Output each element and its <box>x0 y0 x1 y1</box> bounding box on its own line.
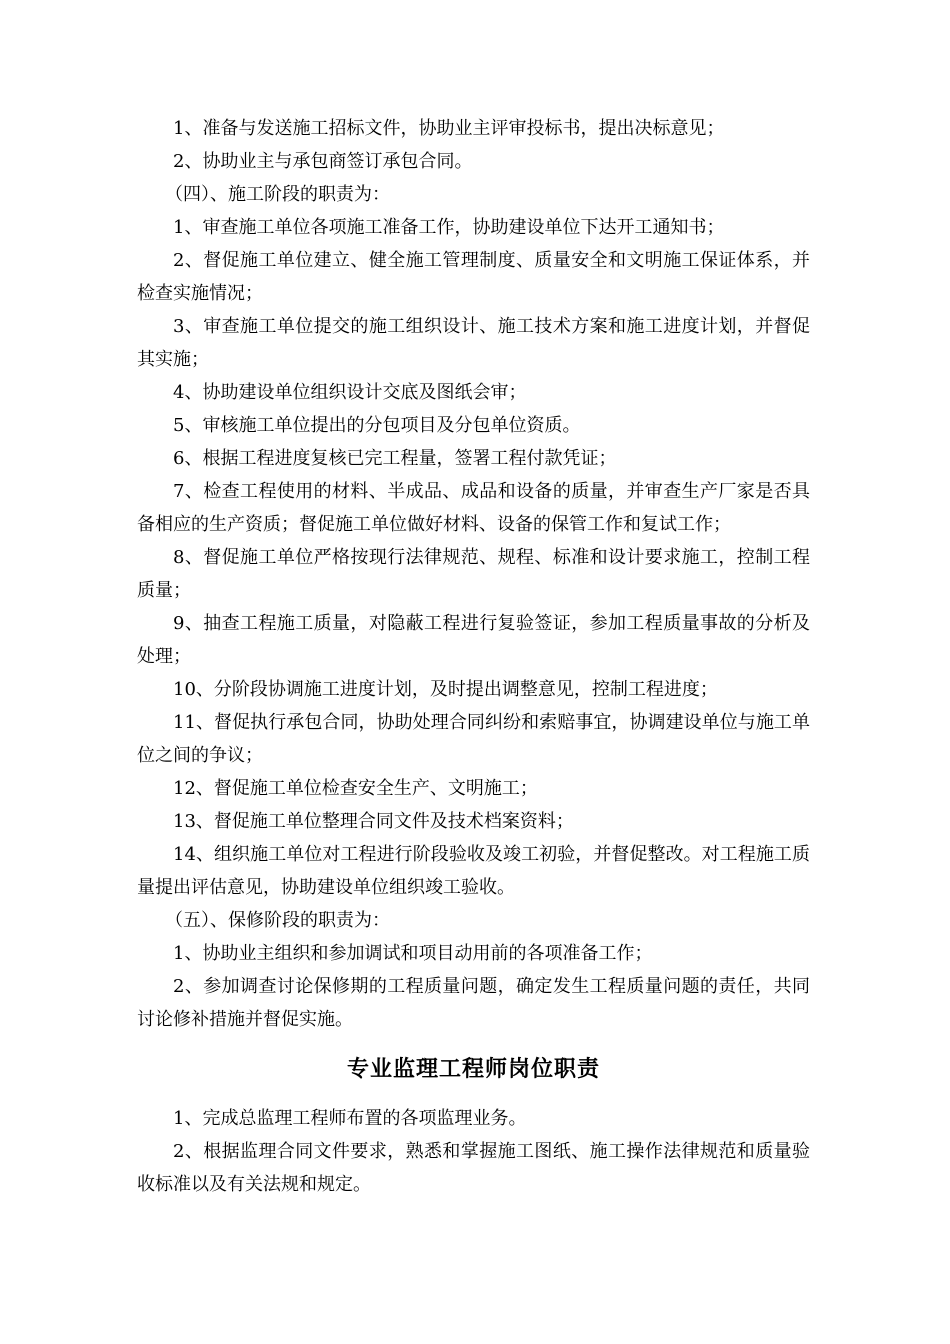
paragraph: 2、督促施工单位建立、健全施工管理制度、质量安全和文明施工保证体系，并检查实施情况； <box>137 250 810 304</box>
section-title: 专业监理工程师岗位职责 <box>346 1057 600 1082</box>
paragraph: 12、督促施工单位检查安全生产、文明施工； <box>173 778 538 799</box>
paragraph: 1、审查施工单位各项施工准备工作，协助建设单位下达开工通知书； <box>173 217 725 238</box>
document-body <box>137 112 810 1201</box>
paragraph: 1、准备与发送施工招标文件，协助业主评审投标书，提出决标意见； <box>173 118 725 139</box>
paragraph: 5、审核施工单位提出的分包项目及分包单位资质。 <box>173 415 581 436</box>
paragraph: 2、协助业主与承包商签订承包合同。 <box>173 151 473 172</box>
paragraph: 8、督促施工单位严格按现行法律规范、规程、标准和设计要求施工，控制工程质量； <box>137 547 810 601</box>
paragraph: 9、抽查工程施工质量，对隐蔽工程进行复验签证，参加工程质量事故的分析及处理； <box>137 613 810 667</box>
section-heading-warranty: （五）、保修阶段的职责为： <box>165 910 390 931</box>
paragraph: 2、参加调查讨论保修期的工程质量问题，确定发生工程质量问题的责任，共同讨论修补措施并督促实施。 <box>137 976 810 1030</box>
paragraph: 2、根据监理合同文件要求，熟悉和掌握施工图纸、施工操作法律规范和质量验收标准以及有关法规和规定。 <box>137 1141 810 1195</box>
paragraph: 10、分阶段协调施工进度计划，及时提出调整意见，控制工程进度； <box>173 679 718 700</box>
paragraph: 13、督促施工单位整理合同文件及技术档案资料； <box>173 811 574 832</box>
paragraph: 14、组织施工单位对工程进行阶段验收及竣工初验，并督促整改。对工程施工质量提出评估意见，协助建设单位组织竣工验收。 <box>137 844 810 898</box>
section-heading-construction: （四）、施工阶段的职责为： <box>165 184 390 205</box>
paragraph: 4、协助建设单位组织设计交底及图纸会审； <box>173 382 527 403</box>
paragraph: 11、督促执行承包合同，协助处理合同纠纷和索赔事宜，协调建设单位与施工单位之间的争议； <box>137 712 810 766</box>
paragraph: 7、检查工程使用的材料、半成品、成品和设备的质量，并审查生产厂家是否具备相应的生产资质；督促施工单位做好材料、设备的保管工作和复试工作； <box>137 481 810 535</box>
paragraph: 1、协助业主组织和参加调试和项目动用前的各项准备工作； <box>173 943 653 964</box>
paragraph: 6、根据工程进度复核已完工程量，签署工程付款凭证； <box>173 448 617 469</box>
paragraph: 1、完成总监理工程师布置的各项监理业务。 <box>173 1108 527 1129</box>
paragraph: 3、审查施工单位提交的施工组织设计、施工技术方案和施工进度计划，并督促其实施； <box>137 316 810 370</box>
